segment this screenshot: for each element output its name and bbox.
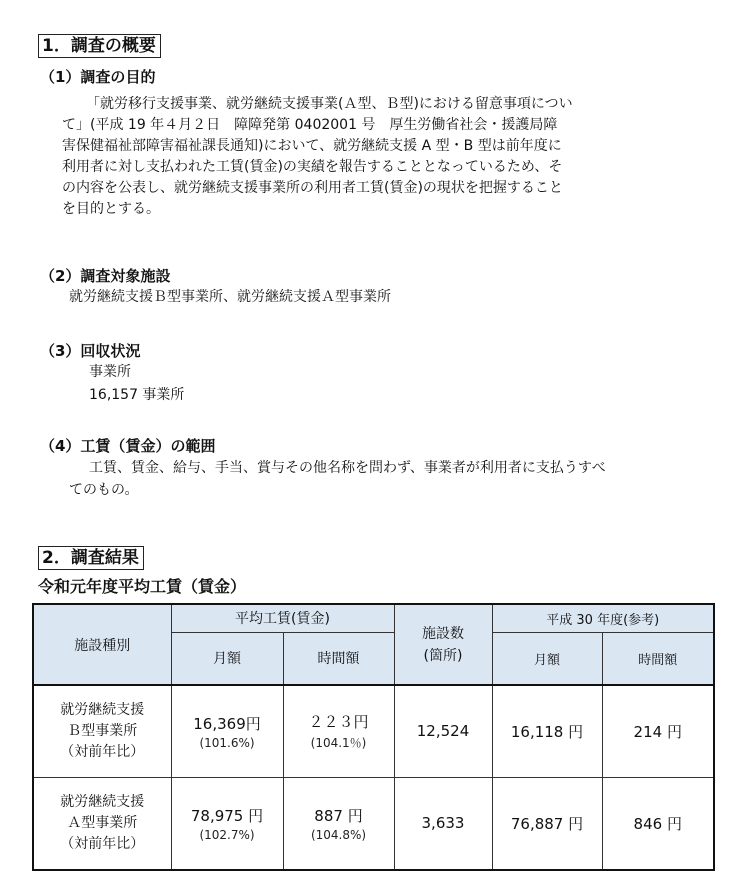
header-facility-type: 施設種別 [33, 604, 171, 685]
section-1-heading: 1．調査の概要 [38, 34, 161, 58]
scope-line-2: てのもの。 [69, 482, 139, 498]
row-label-line: Ａ型事業所 [67, 814, 138, 831]
header-hourly: 時間額 [283, 632, 394, 685]
purpose-paragraph [62, 94, 702, 220]
table-row [33, 777, 714, 870]
monthly-cell [171, 777, 283, 870]
header-facility-count-label: 施設数 [422, 625, 464, 642]
hourly-ratio: (104.8%) [310, 827, 367, 842]
row-label-line: （対前年比） [60, 835, 145, 852]
target-text: 就労継続支援Ｂ型事業所、就労継続支援Ａ型事業所 [69, 289, 391, 305]
monthly-cell [171, 685, 283, 777]
row-label-line: 就労継続支援 [60, 701, 145, 718]
header-facility-count [394, 604, 492, 685]
ref-monthly-value: 16,118 円 [492, 685, 602, 777]
header-ref-monthly: 月額 [492, 632, 602, 685]
header-facility-count-unit: (箇所) [423, 647, 463, 664]
purpose-line: て」(平成 19 年４月２日 障障発第 0402001 号 厚生労働省社会・援護局障 [62, 117, 558, 133]
purpose-line: を目的とする。 [62, 201, 160, 217]
scope-line-1: 工賃、賃金、給与、手当、賞与その他名称を問わず、事業者が利用者に支払うすべ [89, 460, 606, 476]
purpose-line: 「就労移行支援事業、就労継続支援事業(Ａ型、Ｂ型)における留意事項につい [86, 96, 573, 112]
purpose-line: 利用者に対し支払われた工賃(賃金)の実績を報告することとなっているため、そ [62, 159, 563, 175]
scope-heading: （4）工賃（賃金）の範囲 [40, 437, 216, 455]
row-label [33, 685, 171, 777]
hourly-ratio: (104.1％) [310, 736, 367, 751]
collection-heading: （3）回収状況 [40, 342, 141, 360]
monthly-value: 16,369円 [193, 714, 261, 733]
purpose-heading: （1）調査の目的 [40, 68, 156, 86]
facility-count-value: 3,633 [394, 777, 492, 870]
hourly-value: 887 円 [314, 806, 363, 825]
monthly-ratio: (102.7%) [199, 827, 255, 842]
purpose-line: の内容を公表し、就労継続支援事業所の利用者工賃(賃金)の現状を把握すること [62, 180, 563, 196]
header-reference-year: 平成 30 年度(参考) [492, 604, 714, 632]
ref-hourly-value: 214 円 [602, 685, 714, 777]
section-2-heading: 2．調査結果 [38, 546, 144, 570]
row-label-line: Ｂ型事業所 [67, 722, 138, 739]
table-row [33, 685, 714, 777]
target-heading: （2）調査対象施設 [40, 267, 171, 285]
header-ref-hourly: 時間額 [602, 632, 714, 685]
facility-count-value: 12,524 [394, 685, 492, 777]
wage-results-table [32, 603, 715, 871]
ref-hourly-value: 846 円 [602, 777, 714, 870]
hourly-cell [283, 777, 394, 870]
collection-unit: 事業所 [89, 364, 131, 380]
monthly-value: 78,975 円 [190, 806, 264, 825]
header-average-wage: 平均工賃(賃金) [171, 604, 394, 632]
row-label-line: 就労継続支援 [60, 793, 145, 810]
hourly-cell [283, 685, 394, 777]
header-monthly: 月額 [171, 632, 283, 685]
hourly-value: ２２３円 [308, 713, 369, 732]
row-label [33, 777, 171, 870]
row-label-line: （対前年比） [60, 743, 145, 760]
collection-count: 16,157 事業所 [89, 387, 185, 403]
purpose-line: 害保健福祉部障害福祉課長通知)において、就労継続支援 A 型・B 型は前年度に [62, 138, 562, 154]
table-title: 令和元年度平均工賃（賃金） [38, 577, 247, 596]
monthly-ratio: (101.6%) [199, 735, 255, 750]
ref-monthly-value: 76,887 円 [492, 777, 602, 870]
